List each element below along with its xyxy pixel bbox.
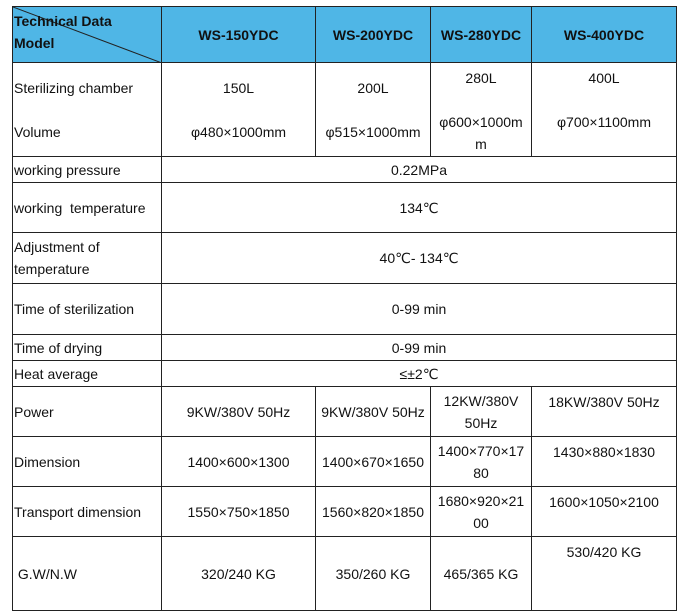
power-model-3-line2: 50Hz xyxy=(464,414,498,431)
adjustment-label-line1: Adjustment of xyxy=(14,239,100,255)
header-model: Model xyxy=(14,35,55,51)
power-model-3 xyxy=(431,387,532,437)
volume-value-wrap: m xyxy=(475,136,487,152)
chamber-model-2 xyxy=(316,63,431,157)
chamber-model-3 xyxy=(431,63,532,157)
pressure-value: 0.22MPa xyxy=(162,157,677,183)
dimension-model-1: 1400×600×1300 xyxy=(162,437,316,487)
dimension-model-3 xyxy=(431,437,532,487)
pressure-label: working pressure xyxy=(13,157,162,183)
volume-label: Volume xyxy=(14,123,61,140)
dimension-row xyxy=(13,437,677,487)
header-technical-data: Technical Data xyxy=(14,13,112,29)
adjustment-label xyxy=(13,233,162,284)
weight-model-2: 350/260 KG xyxy=(316,537,431,611)
temperature-value: 134℃ xyxy=(162,183,677,233)
drying-time-value: 0-99 min xyxy=(162,335,677,361)
sterilization-time-value: 0-99 min xyxy=(162,284,677,335)
chamber-label: Sterilizing chamber xyxy=(14,79,134,96)
volume-value: φ515×1000mm xyxy=(325,123,421,140)
transport-model-3-line2: 00 xyxy=(473,514,489,531)
sterilization-time-row xyxy=(13,284,677,335)
spec-table xyxy=(12,6,677,611)
heat-label: Heat average xyxy=(13,361,162,387)
transport-label: Transport dimension xyxy=(13,487,162,537)
power-row xyxy=(13,387,677,437)
transport-model-4: 1600×1050×2100 xyxy=(532,487,677,537)
power-model-1: 9KW/380V 50Hz xyxy=(162,387,316,437)
transport-model-2: 1560×820×1850 xyxy=(316,487,431,537)
temperature-label: working temperature xyxy=(13,183,162,233)
pressure-row xyxy=(13,157,677,183)
volume-value: φ700×1100mm xyxy=(556,114,652,130)
adjustment-value: 40℃- 134℃ xyxy=(162,233,677,284)
weight-model-1: 320/240 KG xyxy=(162,537,316,611)
transport-model-1: 1550×750×1850 xyxy=(162,487,316,537)
power-model-2: 9KW/380V 50Hz xyxy=(316,387,431,437)
transport-row xyxy=(13,487,677,537)
sterilization-time-label: Time of sterilization xyxy=(13,284,162,335)
dimension-label: Dimension xyxy=(13,437,162,487)
weight-model-4: 530/420 KG xyxy=(532,537,677,611)
weight-row xyxy=(13,537,677,611)
chamber-value: 280L xyxy=(465,70,497,86)
chamber-value: 150L xyxy=(222,79,255,96)
weight-model-3: 465/365 KG xyxy=(431,537,532,611)
transport-model-3 xyxy=(431,487,532,537)
volume-value: φ600×1000m xyxy=(439,114,523,130)
header-model-3: WS-280YDC xyxy=(431,7,532,63)
chamber-volume-row xyxy=(13,63,677,157)
power-model-4: 18KW/380V 50Hz xyxy=(532,387,677,437)
power-label: Power xyxy=(13,387,162,437)
dimension-model-2: 1400×670×1650 xyxy=(316,437,431,487)
adjustment-row xyxy=(13,233,677,284)
dimension-model-3-line2: 80 xyxy=(473,464,489,481)
adjustment-label-line2: temperature xyxy=(14,261,90,277)
header-model-4: WS-400YDC xyxy=(532,7,677,63)
chamber-volume-label xyxy=(13,63,162,157)
dimension-model-4: 1430×880×1830 xyxy=(532,437,677,487)
weight-label: G.W/N.W xyxy=(13,537,162,611)
chamber-value: 200L xyxy=(357,79,389,96)
header-corner-cell xyxy=(13,7,162,63)
transport-model-3-line1: 1680×920×21 xyxy=(437,492,525,509)
chamber-model-4 xyxy=(532,63,677,157)
power-model-3-line1: 12KW/380V xyxy=(443,392,519,409)
drying-time-label: Time of drying xyxy=(13,335,162,361)
header-row xyxy=(13,7,677,63)
heat-value: ≤±2℃ xyxy=(162,361,677,387)
header-model-1: WS-150YDC xyxy=(162,7,316,63)
chamber-model-1 xyxy=(162,63,316,157)
header-model-2: WS-200YDC xyxy=(316,7,431,63)
chamber-value: 400L xyxy=(588,70,620,86)
dimension-model-3-line1: 1400×770×17 xyxy=(437,442,525,459)
volume-value: φ480×1000mm xyxy=(190,123,287,140)
heat-row xyxy=(13,361,677,387)
drying-time-row xyxy=(13,335,677,361)
temperature-row xyxy=(13,183,677,233)
